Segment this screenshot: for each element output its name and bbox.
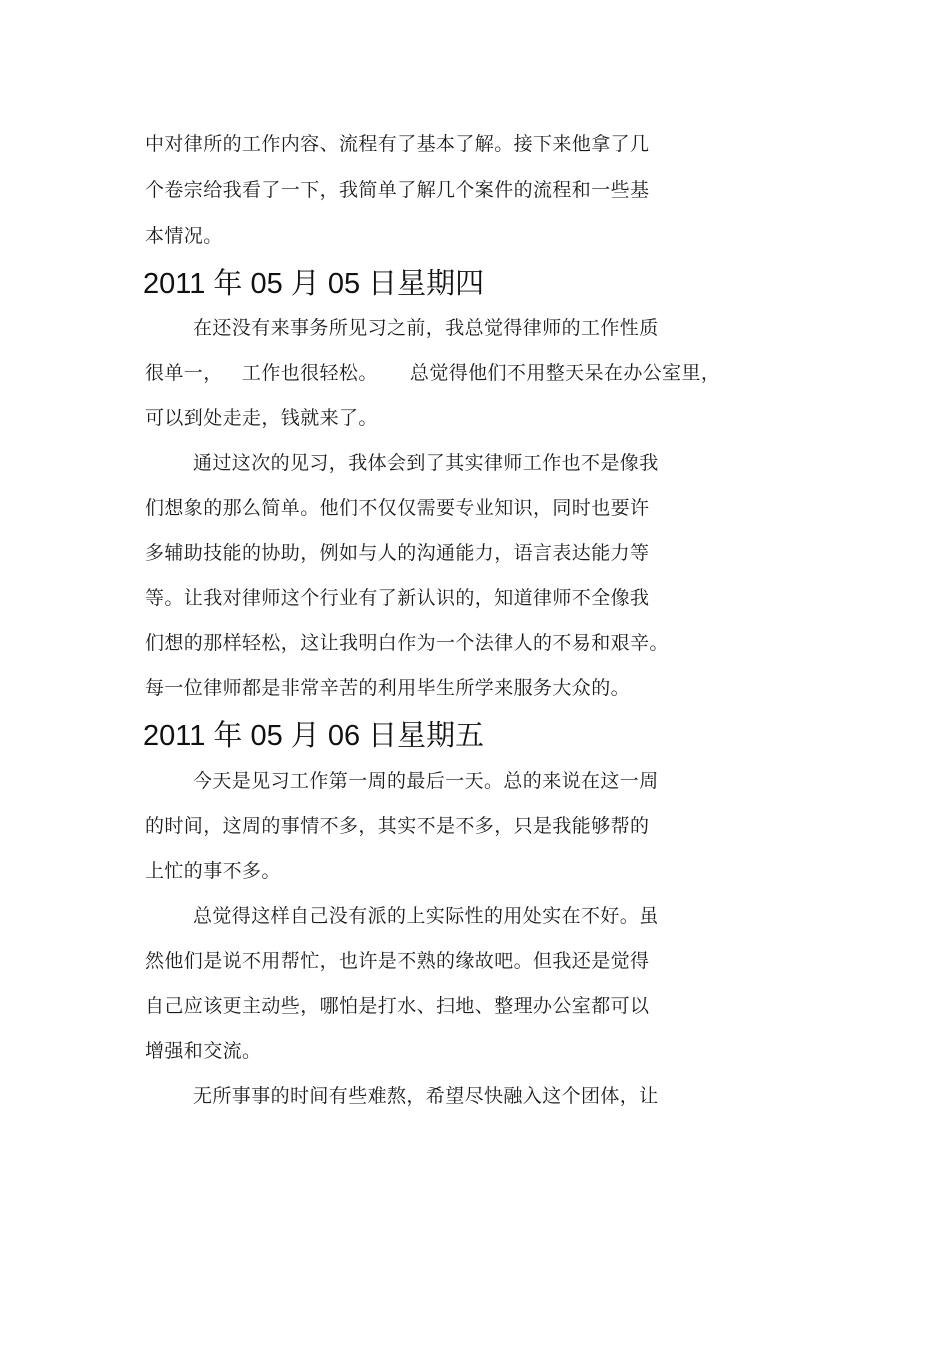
paragraph-line: 总觉得这样自己没有派的上实际性的用处实在不好。虽 — [193, 905, 659, 927]
paragraph-line: 上忙的事不多。 — [145, 860, 281, 882]
intro-line: 本情况。 — [145, 225, 223, 247]
intro-line: 中对律所的工作内容、流程有了基本了解。接下来他拿了几 — [145, 133, 650, 155]
paragraph-line: 通过这次的见习，我体会到了其实律师工作也不是像我 — [193, 452, 659, 474]
paragraph-line: 无所事事的时间有些难熬，希望尽快融入这个团体，让 — [193, 1085, 659, 1107]
paragraph-line: 然他们是说不用帮忙，也许是不熟的缘故吧。但我还是觉得 — [145, 950, 650, 972]
intro-line: 个卷宗给我看了一下，我简单了解几个案件的流程和一些基 — [145, 179, 650, 201]
paragraph-line: 增强和交流。 — [145, 1040, 262, 1062]
paragraph-line: 们想象的那么简单。他们不仅仅需要专业知识，同时也要许 — [145, 497, 650, 519]
paragraph-line: 的时间，这周的事情不多，其实不是不多，只是我能够帮的 — [145, 815, 650, 837]
paragraph-line: 们想的那样轻松，这让我明白作为一个法律人的不易和艰辛。 — [145, 632, 669, 654]
paragraph-line: 等。让我对律师这个行业有了新认识的，知道律师不全像我 — [145, 587, 650, 609]
paragraph-line: 每一位律师都是非常辛苦的利用毕生所学来服务大众的。 — [145, 677, 631, 699]
entry-heading: 2011 年 05 月 06 日星期五 — [143, 720, 485, 752]
paragraph-line: 在还没有来事务所见习之前，我总觉得律师的工作性质 — [193, 317, 659, 339]
paragraph-line: 可以到处走走，钱就来了。 — [145, 407, 378, 429]
paragraph-line: 自己应该更主动些，哪怕是打水、扫地、整理办公室都可以 — [145, 995, 650, 1017]
paragraph-line: 今天是见习工作第一周的最后一天。总的来说在这一周 — [193, 770, 659, 792]
paragraph-line: 多辅助技能的协助，例如与人的沟通能力，语言表达能力等 — [145, 542, 650, 564]
entry-heading: 2011 年 05 月 05 日星期四 — [143, 268, 485, 300]
paragraph-line: 很单一， 工作也很轻松。 总觉得他们不用整天呆在办公室里， — [145, 362, 721, 384]
